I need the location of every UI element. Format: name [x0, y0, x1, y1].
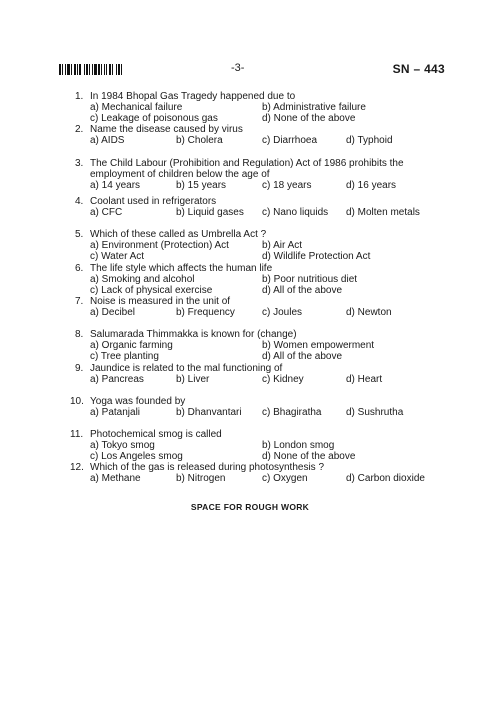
- page-header: [59, 62, 445, 78]
- question-number: 2.: [75, 124, 84, 136]
- question-stem: Photochemical smog is called: [90, 429, 222, 441]
- question-stem-continued: employment of children below the age of: [90, 168, 270, 180]
- answer-option: c) 18 years: [262, 179, 312, 191]
- question-number: 8.: [75, 329, 84, 341]
- answer-option: c) Lack of physical exercise: [90, 284, 213, 296]
- answer-option: d) Molten metals: [346, 207, 420, 219]
- answer-option: a) Environment (Protection) Act: [90, 240, 229, 252]
- answer-option: b) Liquid gases: [176, 207, 244, 219]
- answer-option: a) Tokyo smog: [90, 440, 155, 452]
- answer-option: c) Los Angeles smog: [90, 451, 183, 463]
- question-text: [75, 91, 295, 102]
- question: [75, 263, 445, 296]
- question: [75, 229, 445, 262]
- page-number: -3-: [231, 62, 245, 74]
- question-number: 3.: [75, 157, 84, 169]
- answer-option: b) Cholera: [176, 135, 223, 147]
- answer-option: a) CFC: [90, 207, 123, 219]
- question-stem: Salumarada Thimmakka is known for (change): [90, 329, 297, 341]
- answer-option: d) All of the above: [262, 284, 343, 296]
- question: [75, 196, 445, 229]
- answer-option: d) Heart: [346, 373, 383, 385]
- answer-option: d) Sushrutha: [346, 406, 404, 418]
- answer-option: a) Patanjali: [90, 406, 141, 418]
- question-text: [75, 229, 266, 240]
- question-number: 9.: [75, 362, 84, 374]
- question-stem: Yoga was founded by: [90, 395, 186, 407]
- question: [75, 363, 445, 396]
- question: [75, 329, 445, 362]
- answer-option: a) Methane: [90, 473, 141, 485]
- answer-option: a) 14 years: [90, 179, 141, 191]
- answer-option: d) All of the above: [262, 351, 343, 363]
- question-text: [75, 263, 272, 274]
- question-text: [70, 429, 222, 440]
- question: [75, 296, 445, 329]
- answer-option: b) 15 years: [176, 179, 227, 191]
- question-stem: In 1984 Bhopal Gas Tragedy happened due to: [90, 91, 296, 102]
- question-number: 1.: [75, 91, 84, 102]
- question-number: 12.: [70, 462, 84, 474]
- answer-option: c) Water Act: [90, 251, 145, 263]
- question: [70, 429, 445, 463]
- question-text: [75, 124, 243, 135]
- paper-code: SN – 443: [392, 62, 445, 76]
- question-stem: Coolant used in refrigerators: [90, 196, 217, 208]
- question-number: 11.: [70, 429, 84, 441]
- answer-option: a) AIDS: [90, 135, 125, 147]
- rough-work-note: SPACE FOR ROUGH WORK: [190, 502, 310, 512]
- question-stem: Name the disease caused by virus: [90, 124, 243, 136]
- question-text: [75, 196, 216, 207]
- answer-option: a) Mechanical failure: [90, 102, 183, 113]
- answer-option: d) Newton: [346, 306, 392, 318]
- answer-option: b) Administrative failure: [262, 102, 366, 113]
- answer-option: a) Decibel: [90, 306, 136, 318]
- answer-option: d) None of the above: [262, 113, 356, 124]
- question-number: 7.: [75, 295, 84, 307]
- question-stem: Noise is measured in the unit of: [90, 295, 231, 307]
- answer-option: b) Poor nutritious diet: [262, 273, 358, 285]
- answer-option: c) Nano liquids: [262, 207, 329, 219]
- question-list: [70, 91, 445, 496]
- answer-option: d) None of the above: [262, 451, 356, 463]
- answer-option: b) Dhanvantari: [176, 406, 242, 418]
- question-number: 4.: [75, 196, 84, 208]
- answer-option: b) Nitrogen: [176, 473, 226, 485]
- answer-option: a) Smoking and alcohol: [90, 273, 195, 285]
- barcode-image: [59, 64, 139, 75]
- question-text: [75, 329, 297, 340]
- answer-option: c) Joules: [262, 306, 303, 318]
- answer-option: d) 16 years: [346, 179, 397, 191]
- question-number: 10.: [70, 395, 84, 407]
- question: [75, 124, 445, 157]
- answer-option: d) Typhoid: [346, 135, 393, 147]
- answer-option: b) Air Act: [262, 240, 303, 252]
- answer-option: d) Wildlife Protection Act: [262, 251, 371, 263]
- question-stem: Which of these called as Umbrella Act ?: [90, 229, 267, 241]
- answer-option: a) Pancreas: [90, 373, 144, 385]
- answer-option: c) Oxygen: [262, 473, 308, 485]
- question-number: 5.: [75, 229, 84, 241]
- answer-option: b) Liver: [176, 373, 210, 385]
- answer-option: d) Carbon dioxide: [346, 473, 425, 485]
- question-text: [70, 462, 324, 473]
- answer-option: c) Diarrhoea: [262, 135, 318, 147]
- answer-option: a) Organic farming: [90, 340, 173, 352]
- question: [75, 158, 445, 197]
- question-text: [70, 396, 185, 407]
- question: [70, 462, 445, 495]
- answer-option: c) Kidney: [262, 373, 304, 385]
- question-stem: The Child Labour (Prohibition and Regulation) Act of 1986 prohibits the: [90, 157, 404, 169]
- question-text: [75, 158, 404, 169]
- question-stem: Which of the gas is released during photosynthesis ?: [90, 462, 325, 474]
- question-text: [75, 363, 282, 374]
- question-stem: Jaundice is related to the mal functioning of: [90, 362, 283, 374]
- answer-option: b) Women empowerment: [262, 340, 375, 352]
- question-stem: The life style which affects the human life: [90, 262, 273, 274]
- question-number: 6.: [75, 262, 84, 274]
- answer-option: c) Bhagiratha: [262, 406, 322, 418]
- question-text: [75, 296, 230, 307]
- question: [75, 91, 445, 124]
- question: [70, 395, 445, 429]
- answer-option: b) London smog: [262, 440, 335, 452]
- answer-option: b) Frequency: [176, 306, 235, 318]
- answer-option: c) Leakage of poisonous gas: [90, 113, 218, 124]
- answer-option: c) Tree planting: [90, 351, 159, 363]
